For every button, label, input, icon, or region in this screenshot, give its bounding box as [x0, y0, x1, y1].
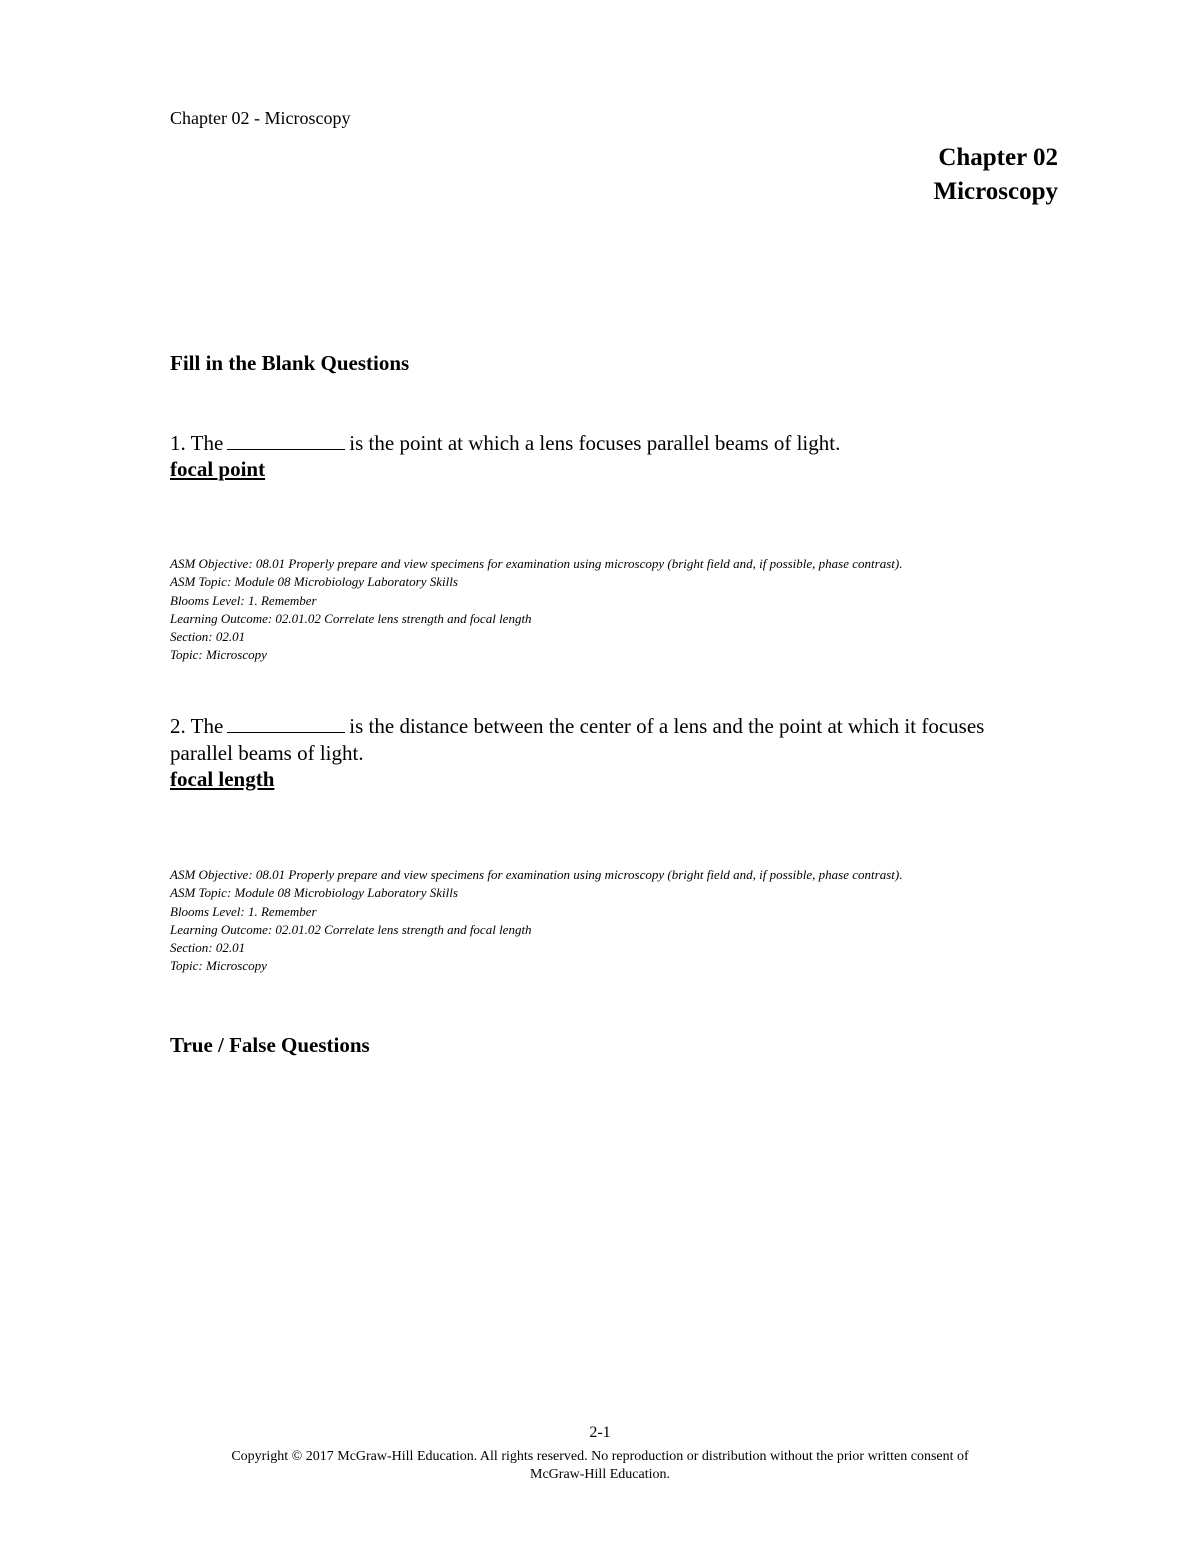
section-heading-true-false: True / False Questions	[170, 1033, 370, 1057]
meta-asm-objective: ASM Objective: 08.01 Properly prepare and view specimens for examination using microscopy (bright field and, if possible, phase contrast).	[170, 556, 903, 571]
meta-topic: Topic: Microscopy	[170, 647, 267, 663]
meta-learning-outcome: Learning Outcome: 02.01.02 Correlate lens strength and focal length	[170, 921, 532, 937]
meta-blooms-level: Blooms Level: 1. Remember	[170, 903, 317, 919]
question-1-text: is the point at which a lens focuses parallel beams of light.	[349, 431, 841, 455]
meta-learning-outcome: Learning Outcome: 02.01.02 Correlate lens strength and focal length	[170, 610, 532, 626]
page-number: 2-1	[589, 1424, 611, 1441]
chapter-title: Chapter 02	[938, 144, 1058, 171]
meta-section: Section: 02.01	[170, 940, 246, 956]
question-1-metadata	[170, 555, 902, 665]
meta-asm-objective: ASM Objective: 08.01 Properly prepare and view specimens for examination using microscopy (bright field and, if possible, phase contrast).	[170, 867, 903, 882]
question-2-prefix: 2. The	[170, 714, 224, 738]
copyright-line-2: McGraw-Hill Education.	[530, 1467, 670, 1482]
question-2-text: is the distance between the center of a lens and the point at which it focuses parallel beams of light.	[170, 714, 985, 765]
meta-blooms-level: Blooms Level: 1. Remember	[170, 592, 317, 608]
meta-asm-topic: ASM Topic: Module 08 Microbiology Laboratory Skills	[170, 574, 458, 590]
answer-blank	[227, 714, 345, 733]
question-1-prefix: 1. The	[170, 431, 224, 455]
meta-topic: Topic: Microscopy	[170, 958, 267, 974]
running-header: Chapter 02 - Microscopy	[170, 108, 351, 128]
question-1-answer: focal point	[170, 457, 266, 481]
question-2-metadata	[170, 866, 902, 976]
copyright-line-1: Copyright © 2017 McGraw-Hill Education. All rights reserved. No reproduction or distribution without the prior written consent of	[231, 1449, 969, 1464]
question-1	[170, 430, 1050, 457]
question-2-answer: focal length	[170, 767, 275, 791]
section-heading-fill-in-blank: Fill in the Blank Questions	[170, 351, 410, 375]
meta-asm-topic: ASM Topic: Module 08 Microbiology Laboratory Skills	[170, 885, 458, 901]
answer-blank	[227, 431, 345, 450]
copyright-notice	[0, 1448, 1200, 1484]
meta-section: Section: 02.01	[170, 629, 246, 645]
question-2	[170, 713, 1010, 767]
chapter-subtitle: Microscopy	[933, 178, 1058, 205]
